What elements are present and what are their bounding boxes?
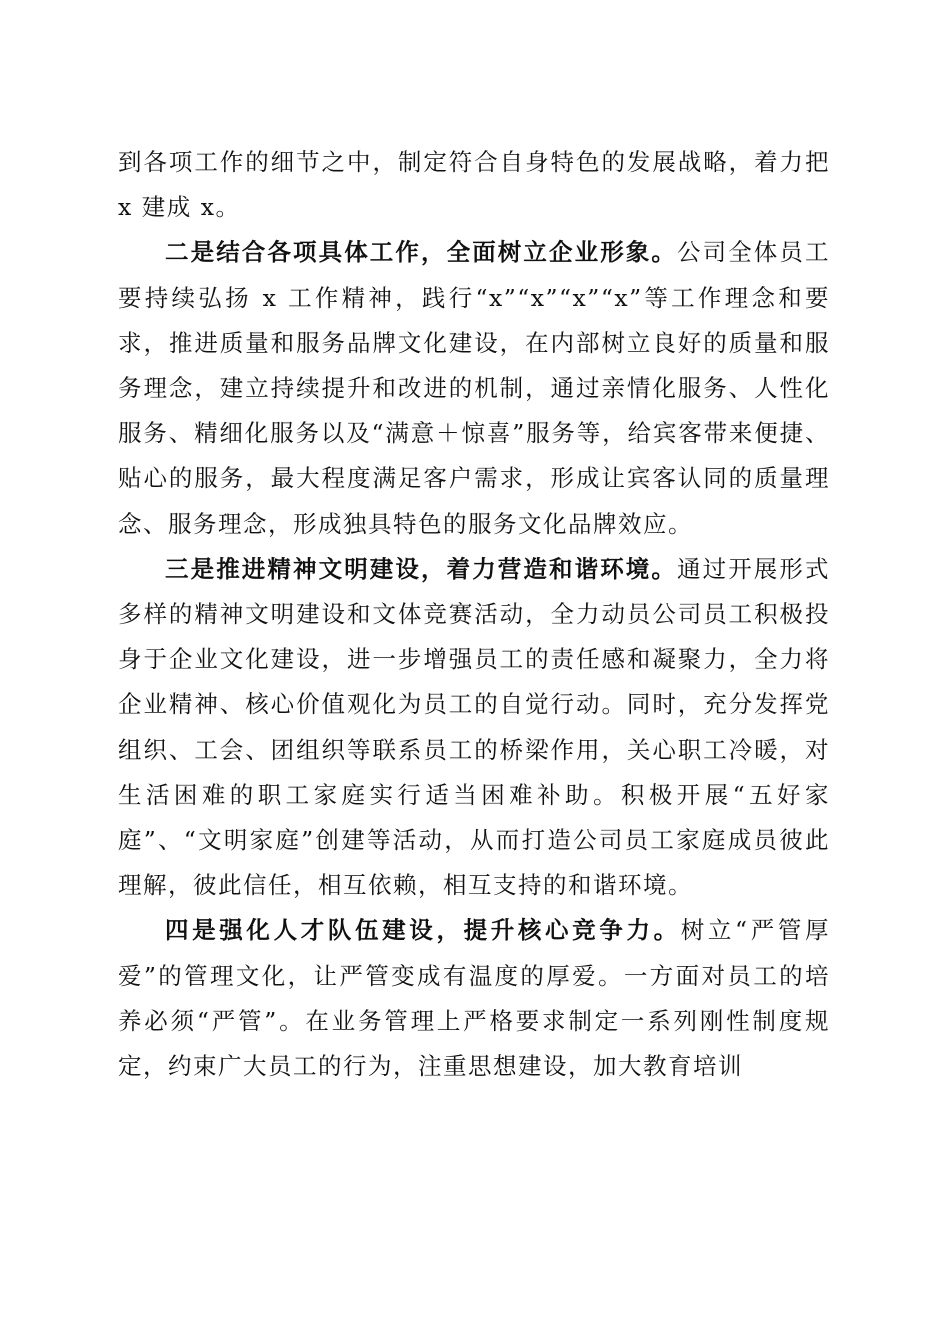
paragraph-spiritual-civilization (118, 547, 830, 909)
paragraph-talent-team (118, 908, 830, 1089)
paragraph-text: 公司全体员工要持续弘扬 x 工作精神，践行“x”“x”“x”“x”等工作理念和要求，推进质量和服务品牌文化建设，在内部树立良好的质量和服务理念，建立持续提升和改进的机制，通过亲情化服务、人性化服务、精细化服务以及“满意＋惊喜”服务等，给宾客带来便捷、贴心的服务，最大程度满足客户需求，形成让宾客认同的质量理念、服务理念，形成独具特色的服务文化品牌效应。 (118, 238, 830, 538)
paragraph-continuation (118, 140, 830, 230)
paragraph-heading: 三是推进精神文明建设，着力营造和谐环境。 (165, 554, 677, 583)
paragraph-text: 到各项工作的细节之中，制定符合自身特色的发展战略，着力把 x 建成 x。 (118, 148, 830, 222)
paragraph-text: 通过开展形式多样的精神文明建设和文体竞赛活动，全力动员公司员工积极投身于企业文化建设，进一步增强员工的责任感和凝聚力，全力将企业精神、核心价值观化为员工的自觉行动。同时，充分发挥党组织、工会、团组织等联系员工的桥梁作用，关心职工冷暖，对生活困难的职工家庭实行适当困难补助。积极开展“五好家庭”、“文明家庭”创建等活动，从而打造公司员工家庭成员彼此理解，彼此信任，相互依赖，相互支持的和谐环境。 (118, 554, 830, 900)
paragraph-corporate-image (118, 230, 830, 546)
document-body (118, 140, 830, 1089)
paragraph-heading: 二是结合各项具体工作，全面树立企业形象。 (165, 238, 677, 267)
paragraph-heading: 四是强化人才队伍建设，提升核心竞争力。 (165, 916, 681, 945)
paragraph-text: 树立“严管厚爱”的管理文化，让严管变成有温度的厚爱。一方面对员工的培养必须“严管”。在业务管理上严格要求制定一系列刚性制度规定，约束广大员工的行为，注重思想建设，加大教育培训 (118, 916, 831, 1081)
